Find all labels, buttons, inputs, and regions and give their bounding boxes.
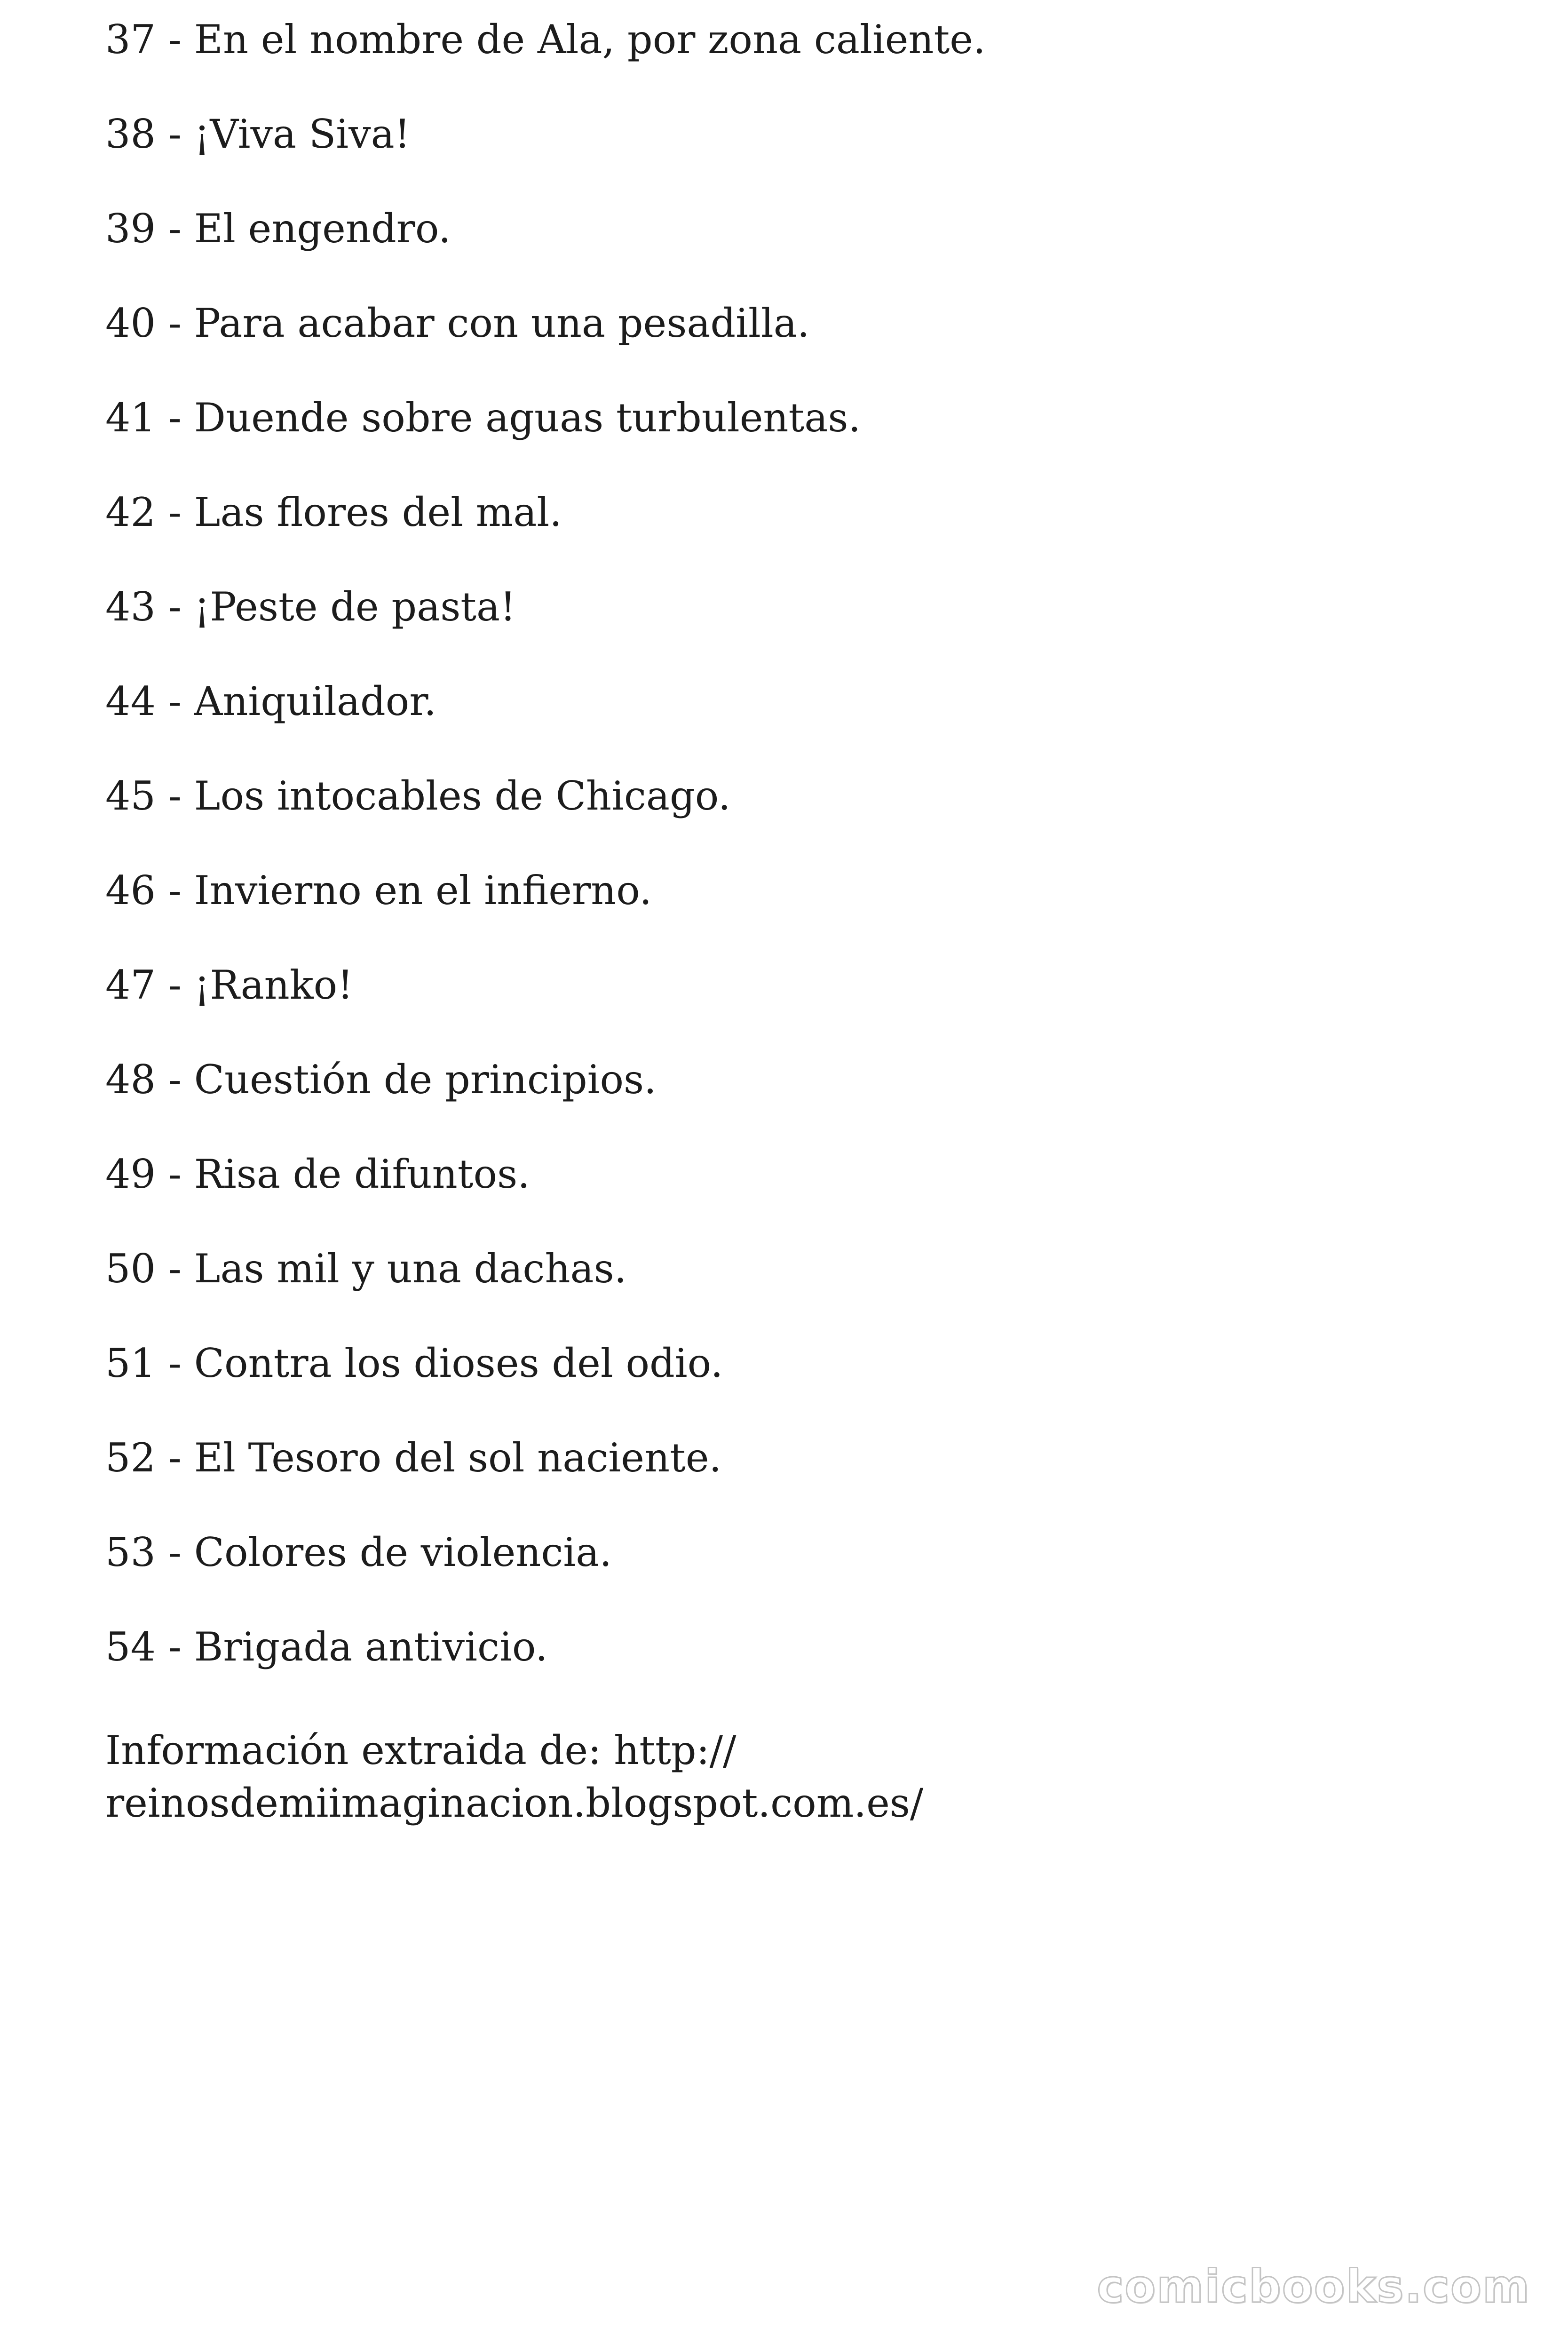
list-item: 54 - Brigada antivicio. (105, 1624, 548, 1670)
list-item: 38 - ¡Viva Siva! (105, 111, 411, 157)
list-item: 42 - Las flores del mal. (105, 489, 562, 535)
list-item: 53 - Colores de violencia. (105, 1529, 612, 1575)
list-item: 49 - Risa de difuntos. (105, 1151, 530, 1197)
list-item: 50 - Las mil y una dachas. (105, 1246, 627, 1292)
source-credit-line: Información extraida de: http:// (105, 1727, 736, 1773)
list-item: 41 - Duende sobre aguas turbulentas. (105, 395, 861, 441)
list-item: 51 - Contra los dioses del odio. (105, 1340, 723, 1386)
list-item: 39 - El engendro. (105, 206, 451, 252)
list-item: 46 - Invierno en el infierno. (105, 867, 652, 914)
list-item: 52 - El Tesoro del sol naciente. (105, 1435, 722, 1481)
list-item: 37 - En el nombre de Ala, por zona caliente. (105, 16, 986, 63)
list-item: 48 - Cuestión de principios. (105, 1057, 657, 1103)
list-item: 43 - ¡Peste de pasta! (105, 584, 516, 630)
source-credit-url: reinosdemiimaginacion.blogspot.com.es/ (105, 1780, 924, 1826)
list-item: 40 - Para acabar con una pesadilla. (105, 300, 810, 346)
watermark: comicbooks.com (1097, 2260, 1530, 2313)
source-credit (105, 1724, 923, 1829)
list-item: 45 - Los intocables de Chicago. (105, 773, 731, 819)
episode-list (105, 16, 986, 1718)
list-item: 44 - Aniquilador. (105, 678, 436, 724)
list-item: 47 - ¡Ranko! (105, 962, 354, 1008)
